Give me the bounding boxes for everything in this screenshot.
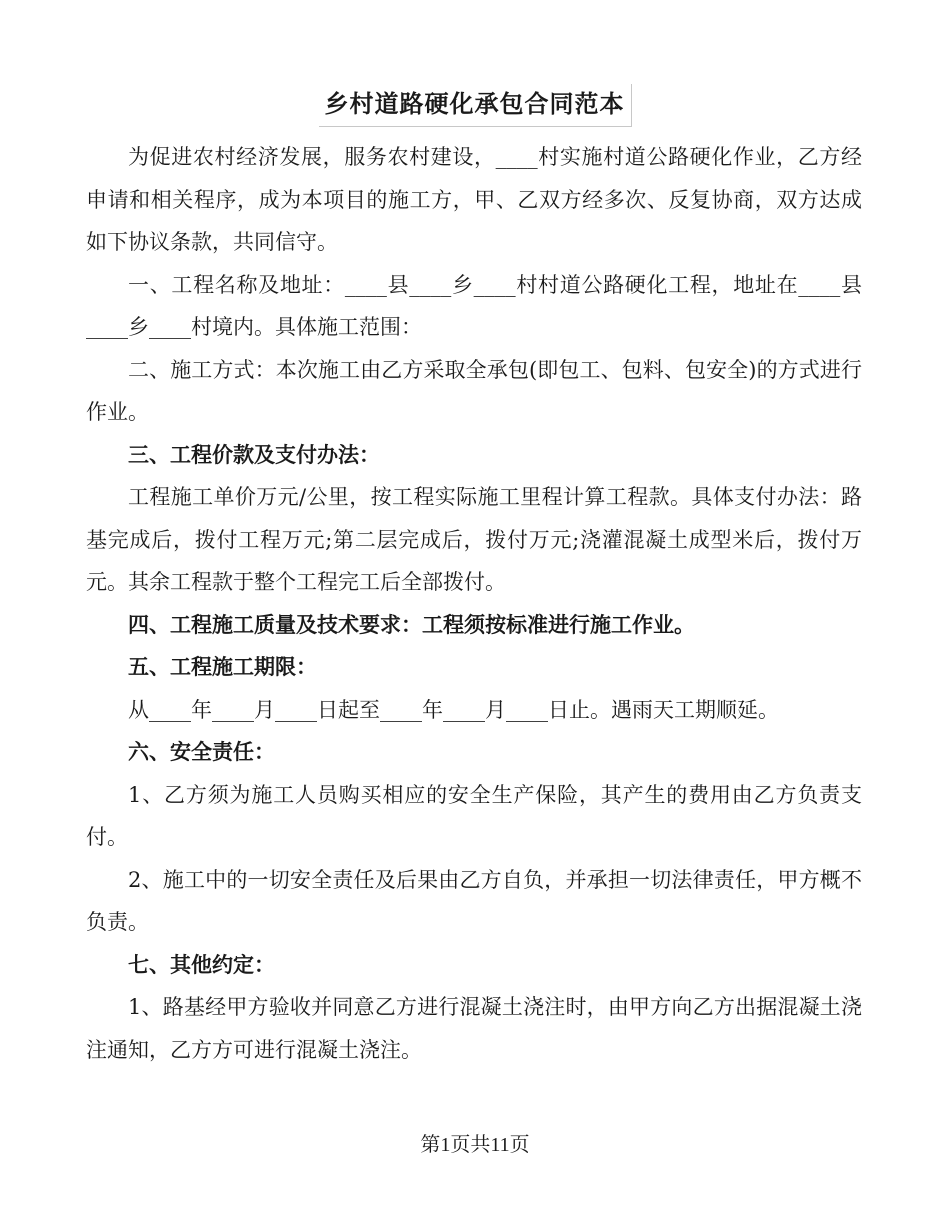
document-title: 乡村道路硬化承包合同范本 (319, 84, 632, 127)
page-number-footer: 第1页共11页 (420, 1134, 530, 1156)
title-wrap (0, 84, 950, 127)
clause-2-construction-method: 二、施工方式：本次施工由乙方采取全承包(即包工、包料、包安全)的方式进行作业。 (86, 357, 862, 424)
clause-4-quality: 四、工程施工质量及技术要求：工程须按标准进行施工作业。 (128, 611, 695, 637)
clause-7-item-1: 1、路基经甲方验收并同意乙方进行混凝土浇注时，由甲方向乙方出据混凝土浇注通知，乙方方可进行混凝土浇注。 (86, 995, 862, 1062)
clause-6-item-1: 1、乙方须为施工人员购买相应的安全生产保险，其产生的费用由乙方负责支付。 (86, 782, 862, 849)
clause-5-heading: 五、工程施工期限： (128, 654, 317, 679)
clause-3-payment-text: 工程施工单价万元/公里，按工程实际施工里程计算工程款。具体支付办法：路基完成后，拨付工程万元;第二层完成后，拨付万元;浇灌混凝土成型米后，拨付万元。其余工程款于整个工程完工后全部拨付。 (86, 485, 862, 594)
clause-5-period-text: 从____年____月____日起至____年____月____日止。遇雨天工期顺延。 (128, 697, 779, 722)
intro-paragraph: 为促进农村经济发展，服务农村建设，____村实施村道公路硬化作业，乙方经申请和相关程序，成为本项目的施工方，甲、乙双方经多次、反复协商，双方达成如下协议条款，共同信守。 (86, 145, 862, 254)
clause-6-item-2: 2、施工中的一切安全责任及后果由乙方自负，并承担一切法律责任，甲方概不负责。 (86, 867, 862, 934)
clause-1-project-name: 一、工程名称及地址：____县____乡____村村道公路硬化工程，地址在____县____乡____村境内。具体施工范围： (86, 272, 862, 339)
clause-6-heading: 六、安全责任： (128, 739, 275, 764)
clause-3-heading: 三、工程价款及支付办法： (128, 441, 380, 467)
document-body (86, 136, 862, 1071)
clause-7-heading: 七、其他约定： (128, 951, 275, 977)
